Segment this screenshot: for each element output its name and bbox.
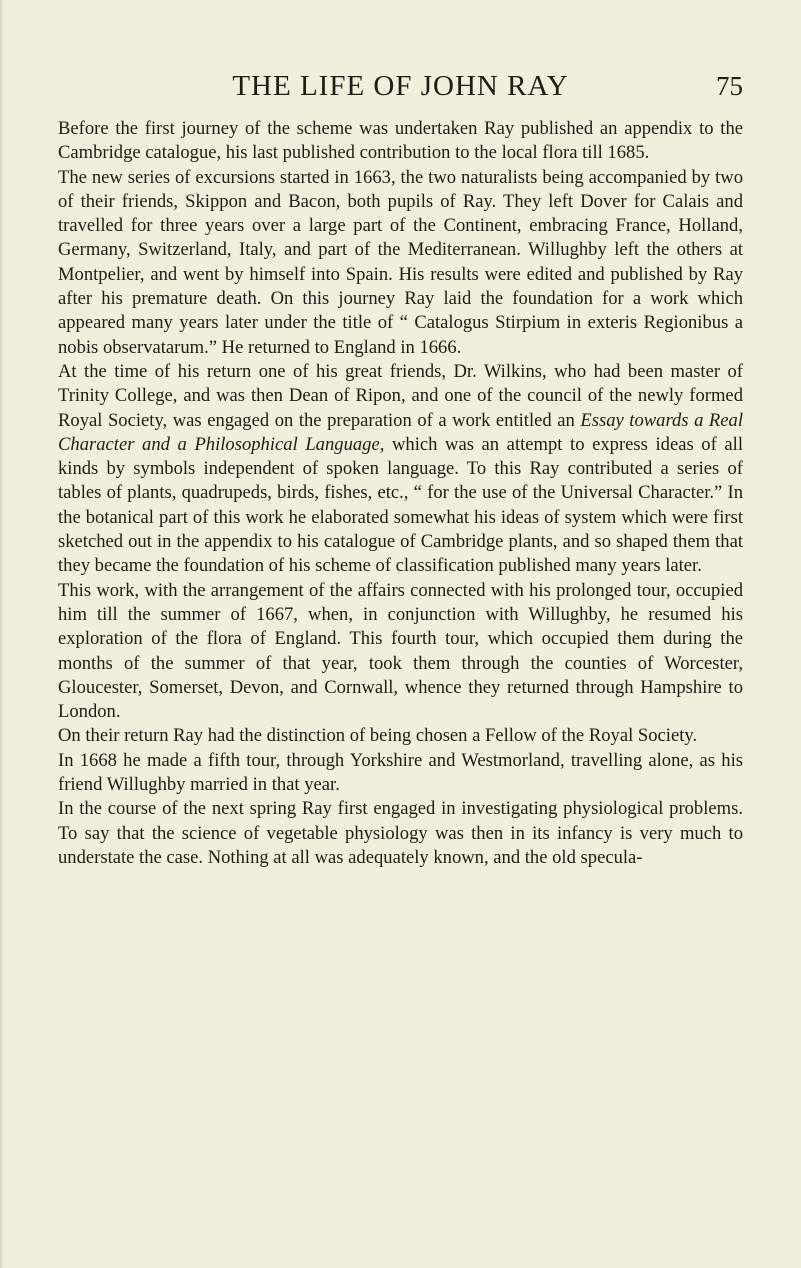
paragraph-continental-tour: The new series of excursions started in 1663, the two naturalists being accompanied by two of their friends, Skippon and Bacon, both pupils of Ray. They left Dover for Calais and travelled for three years over a large part of the Continent, embracing France, Holland, Germany, Switzerland, Italy, and part of the Mediterranean. Willughby left the others at Montpelier, and went by himself into Spain. His results were edited and published by Ray after his premature death. On this journey Ray laid the foundation for a work which appeared many years later under the title of “ Catalogus Stirpium in exteris Regionibus a nobis observatarum.” He returned to England in 1666. bbox=[58, 166, 743, 358]
body-text bbox=[58, 117, 743, 870]
page-number: 75 bbox=[716, 71, 743, 101]
paragraph-physiology: In the course of the next spring Ray first engaged in investigating physiological problems. To say that the science of vegetable physiology was then in its infancy is very much to understate the case. Nothing at all was adequately known, and the old specula- bbox=[58, 798, 743, 868]
paragraph-text: which was an attempt to express ideas of all kinds by symbols independent of spoken language. To this Ray contributed a series of tables of plants, quadrupeds, birds, fishes, etc., “ for the use of the Universal Character.” In the botanical part of this work he elaborated somewhat his ideas of system which were first sketched out in the appendix to his catalogue of Cambridge plants, and so shaped them that they became the foundation of his scheme of classification published many years later. bbox=[58, 433, 743, 577]
paragraph-fifth-tour: In 1668 he made a fifth tour, through Yorkshire and Westmorland, travelling alone, as his friend Willughby married in that year. bbox=[58, 749, 743, 796]
paragraph-appendix: Before the first journey of the scheme was undertaken Ray published an appendix to the Cambridge catalogue, his last published contribution to the local flora till 1685. bbox=[58, 118, 743, 164]
running-title: THE LIFE OF JOHN RAY bbox=[232, 70, 569, 102]
page-header bbox=[0, 68, 801, 104]
page-edge-shadow bbox=[0, 0, 4, 1268]
paragraph-text: At the time of his return one of his great friends, Dr. Wilkins, who had been master of Trinity College, and was then Dean of Ripon, and one of the council of the newly formed Royal Society, was engaged on the preparation of a work entitled an bbox=[58, 360, 743, 431]
paragraph-fourth-tour: This work, with the arrangement of the affairs connected with his prolonged tour, occupied him till the summer of 1667, when, in conjunction with Willughby, he resumed his exploration of the flora of England. This fourth tour, which occupied them during the months of the summer of that year, took them through the counties of Worcester, Gloucester, Somerset, Devon, and Cornwall, whence they returned through Hampshire to London. bbox=[58, 579, 743, 723]
paragraph-wilkins-essay bbox=[58, 360, 743, 579]
paragraph-royal-society: On their return Ray had the distinction of being chosen a Fellow of the Royal Society. bbox=[58, 725, 698, 747]
essay-title: Essay towards a Real Character and a Philosophical Language, bbox=[58, 409, 744, 455]
